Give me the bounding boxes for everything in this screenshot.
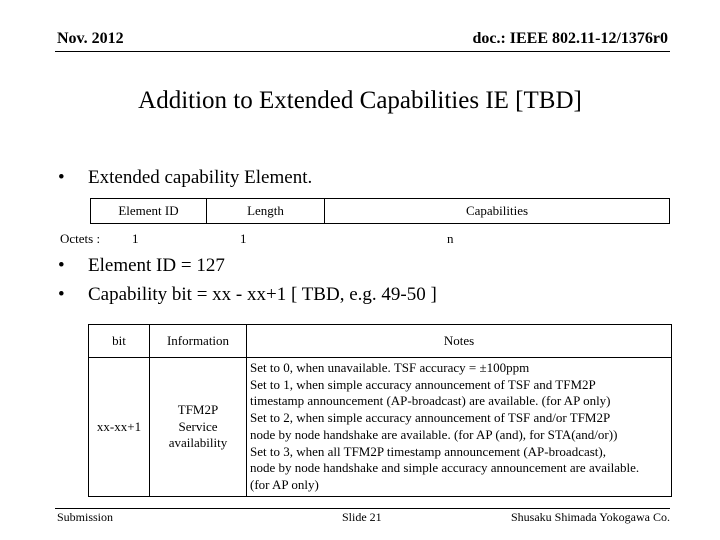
- bullet-extended-capability: [58, 167, 312, 189]
- table-row: [89, 358, 672, 497]
- octets-label: Octets :: [60, 231, 101, 246]
- slide-title: Addition to Extended Capabilities IE [TBD]: [138, 87, 582, 114]
- footer-submission: Submission: [57, 510, 114, 524]
- bullet-dot-icon: •: [58, 284, 65, 305]
- bullet-text: Extended capability Element.: [88, 167, 313, 188]
- notes-line: Set to 0, when unavailable. TSF accuracy = ±100ppm: [250, 360, 530, 375]
- bullet-element-id: [58, 255, 225, 277]
- octets-length: 1: [240, 231, 247, 246]
- col-element-id: Element ID: [91, 199, 207, 224]
- table-header-row: [89, 325, 672, 358]
- bullet-dot-icon: •: [58, 167, 65, 188]
- col-length: Length: [207, 199, 325, 224]
- cell-information: [150, 358, 247, 497]
- header-divider: [55, 51, 670, 52]
- footer-author: Shusaku Shimada Yokogawa Co.: [510, 510, 670, 524]
- header-doc-id: doc.: IEEE 802.11-12/1376r0: [472, 30, 668, 47]
- bullet-text: Element ID = 127: [88, 255, 225, 276]
- info-line: TFM2P: [177, 402, 219, 418]
- octets-capabilities: n: [447, 231, 454, 246]
- header-information: Information: [150, 325, 247, 358]
- bullet-dot-icon: •: [58, 255, 65, 276]
- notes-line: (for AP only): [250, 476, 319, 492]
- bullet-text: Capability bit = xx - xx+1 [ TBD, e.g. 49-50 ]: [88, 284, 437, 305]
- info-line: Service: [178, 418, 218, 434]
- header-notes: Notes: [247, 325, 672, 358]
- notes-line: Set to 3, when all TFM2P timestamp announcement (AP-broadcast),: [250, 443, 606, 459]
- footer-divider: [55, 508, 670, 509]
- cell-bit: xx-xx+1: [89, 358, 150, 497]
- bullet-capability-bit: [58, 284, 437, 306]
- cell-notes: [247, 358, 672, 497]
- notes-line: node by node handshake are available. (for AP (and), for STA(and/or)): [250, 426, 618, 442]
- info-line: availability: [168, 435, 228, 451]
- element-format-table: [90, 198, 670, 224]
- notes-line: Set to 1, when simple accuracy announcement of TSF and TFM2P: [250, 376, 596, 392]
- octets-element-id: 1: [132, 231, 139, 246]
- footer-slide-number: Slide 21: [342, 510, 382, 524]
- header-date: Nov. 2012: [57, 30, 124, 47]
- notes-line: Set to 2, when simple accuracy announcement of TSF and/or TFM2P: [250, 410, 611, 426]
- capability-table: [88, 324, 672, 497]
- header-bit: bit: [89, 325, 150, 358]
- notes-line: node by node handshake and simple accuracy announcement are available.: [250, 460, 640, 476]
- notes-line: timestamp announcement (AP-broadcast) are available. (for AP only): [250, 393, 611, 409]
- col-capabilities: Capabilities: [325, 199, 670, 224]
